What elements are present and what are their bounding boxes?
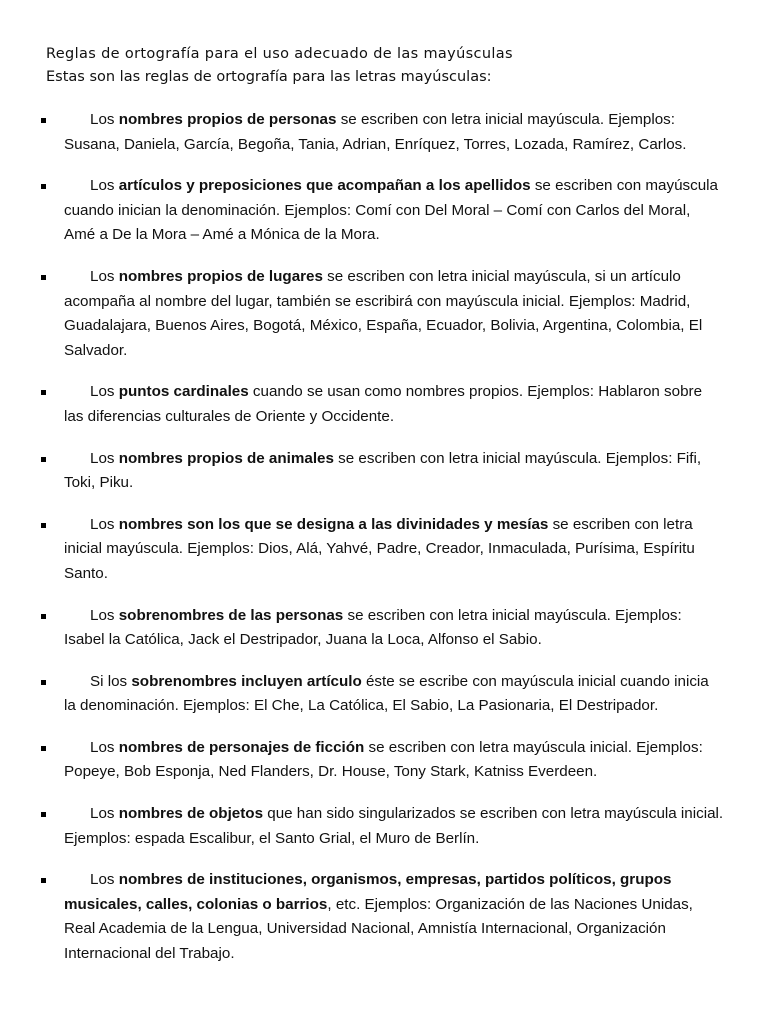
list-item (0, 802, 724, 851)
rule-keyword: nombres de objetos (118, 805, 264, 823)
rule-prefix: Los (90, 871, 119, 889)
list-item (0, 736, 724, 785)
rule-keyword: nombres propios de personas (118, 111, 337, 128)
bullet-icon (41, 680, 46, 685)
bullet-icon (41, 118, 46, 123)
list-item (0, 447, 724, 496)
rule-keyword: artículos y preposiciones que acompañan a los apellidos (118, 177, 531, 195)
bullet-icon (41, 812, 46, 817)
bullet-icon (41, 523, 46, 528)
rule-prefix: Los (90, 449, 119, 467)
bullet-icon (41, 878, 46, 883)
rule-keyword: nombres son los que se designa a las divinidades y mesías (118, 515, 549, 533)
list-item (0, 604, 724, 653)
rule-keyword: puntos cardinales (118, 383, 249, 401)
rule-prefix: Los (90, 805, 119, 823)
rule-prefix: Los (90, 267, 119, 285)
rule-keyword: sobrenombres incluyen artículo (131, 672, 362, 690)
rule-text: se escriben con mayúscula cuando inician la denominación. Ejemplos: Comí con Del Moral – Comí con Carlos del Moral, Amé a De la Mora – Amé a Mónica de la Mora. (64, 177, 718, 244)
list-item (0, 868, 724, 966)
rule-keyword: nombres propios de animales (118, 449, 334, 467)
rule-prefix: Los (90, 111, 119, 128)
document-intro: Estas son las reglas de ortografía para las letras mayúsculas: (46, 69, 492, 85)
list-item (0, 108, 724, 157)
bullet-icon (41, 275, 46, 280)
rule-keyword: nombres propios de lugares (118, 267, 323, 285)
bullet-icon (41, 614, 46, 619)
bullet-icon (41, 457, 46, 462)
bullet-icon (41, 390, 46, 395)
rule-text: que han sido singularizados se escriben con letra mayúscula inicial. Ejemplos: espada Escalibur, el Santo Grial, el Muro de Berlín. (64, 805, 724, 847)
rule-text: , etc. Ejemplos: Organización de las Naciones Unidas, Real Academia de la Lengua, Universidad Nacional, Amnistía Internacional, Organización Internacional del Trabajo. (64, 895, 693, 963)
rule-text: se escriben con letra inicial mayúscula. Ejemplos: Fifi, Toki, Piku. (64, 449, 702, 492)
rule-prefix: Los (90, 515, 119, 533)
rule-text: éste se escribe con mayúscula inicial cuando inicia la denominación. Ejemplos: El Che, La Católica, El Sabio, La Pasionaria, El Destripador. (64, 672, 709, 715)
rule-prefix: Los (90, 383, 119, 401)
rule-text: se escriben con letra inicial mayúscula, si un artículo acompaña al nombre del lugar, también se escribirá con mayúscula inicial. Ejemplos: Madrid, Guadalajara, Buenos Aires, Bogotá, México, España, Ecuador, Bolivia, Argentina, Colombia, El Salvador. (64, 267, 703, 359)
rule-prefix: Los (90, 606, 119, 624)
list-item (0, 265, 724, 363)
list-item (0, 174, 724, 248)
rule-keyword: nombres de instituciones, organismos, empresas, partidos políticos, grupos musicales, calles, colonias o barrios (64, 871, 672, 913)
rule-prefix: Los (90, 177, 119, 195)
rule-prefix: Los (90, 738, 119, 756)
rules-list (0, 108, 768, 967)
rule-text: se escriben con letra inicial mayúscula. Ejemplos: Susana, Daniela, García, Begoña, Tania, Adrian, Enríquez, Torres, Lozada, Ramírez, Carlos. (64, 111, 687, 153)
document-title: Reglas de ortografía para el uso adecuado de las mayúsculas (46, 46, 513, 62)
rule-text: se escriben con letra mayúscula inicial. Ejemplos: Popeye, Bob Esponja, Ned Flanders, Dr. House, Tony Stark, Katniss Everdeen. (64, 738, 703, 781)
list-item (0, 513, 724, 587)
list-item (0, 670, 724, 719)
bullet-icon (41, 746, 46, 751)
list-item (0, 380, 724, 429)
rule-text: se escriben con letra inicial mayúscula. Ejemplos: Isabel la Católica, Jack el Destripador, Juana la Loca, Alfonso el Sabio. (64, 606, 682, 649)
rule-keyword: nombres de personajes de ficción (118, 738, 365, 756)
rule-prefix: Si los (90, 672, 132, 690)
rule-text: cuando se usan como nombres propios. Ejemplos: Hablaron sobre las diferencias culturales de Oriente y Occidente. (64, 383, 703, 425)
bullet-icon (41, 184, 46, 189)
rule-keyword: sobrenombres de las personas (118, 606, 344, 624)
rule-text: se escriben con letra inicial mayúscula. Ejemplos: Dios, Alá, Yahvé, Padre, Creador, Inmaculada, Purísima, Espíritu Santo. (64, 515, 695, 582)
